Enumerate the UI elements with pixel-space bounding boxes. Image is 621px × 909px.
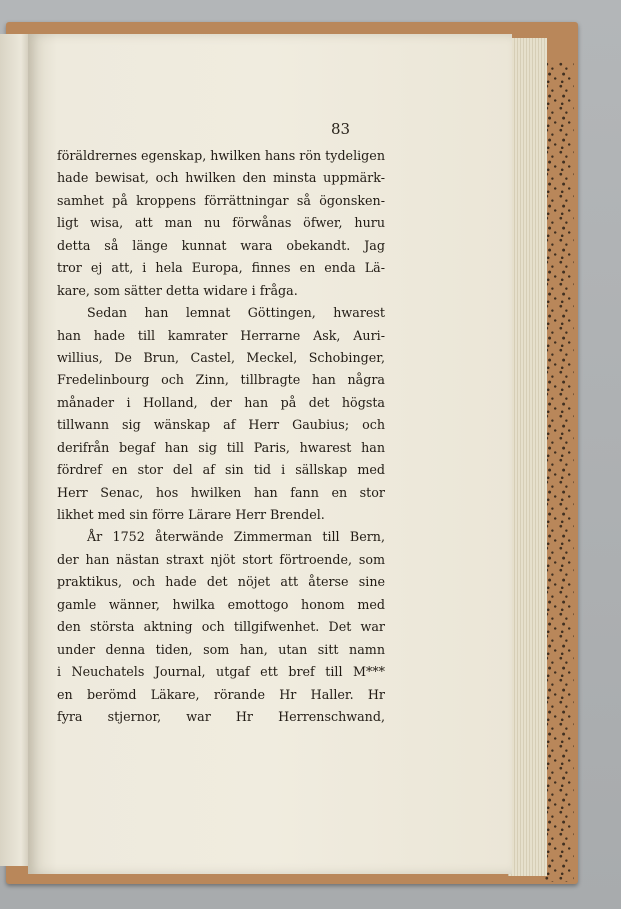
cover-speckle-texture — [544, 62, 574, 882]
text-line: fördref en stor del af sin tid i sällskap med — [57, 462, 385, 478]
text-line: samhet på kroppens förrättningar så ögonsken- — [57, 192, 385, 208]
text-line: fyra stjernor, war Hr Herrenschwand, — [57, 708, 385, 724]
text-line: han hade till kamrater Herrarne Ask, Auri- — [57, 327, 385, 343]
text-line: likhet med sin förre Lärare Herr Brendel. — [57, 507, 325, 522]
text-line: År 1752 återwände Zimmerman till Bern, — [87, 529, 385, 545]
text-line: kare, som sätter detta widare i fråga. — [57, 282, 298, 298]
text-line: en berömd Läkare, rörande Hr Haller. Hr — [57, 686, 385, 702]
left-page-edge — [0, 34, 30, 866]
text-line: hade bewisat, och hwilken den minsta uppmärk- — [57, 170, 385, 186]
text-line: Herr Senac, hos hwilken han fann en stor — [57, 484, 385, 500]
text-line: derifrån begaf han sig till Paris, hwarest han — [57, 439, 385, 455]
text-line: i Neuchatels Journal, utgaf ett bref till M*** — [57, 664, 385, 680]
text-line: Fredelinbourg och Zinn, tillbragte han några — [57, 372, 385, 388]
text-line: tillwann sig wänskap af Herr Gaubius; och — [57, 417, 385, 433]
text-line: der han nästan straxt njöt stort förtroende, som — [57, 551, 385, 567]
text-line: willius, De Brun, Castel, Meckel, Schobinger, — [57, 349, 385, 365]
text-line: detta så länge kunnat wara obekandt. Jag — [57, 237, 385, 253]
text-line: tror ej att, i hela Europa, finnes en enda Lä- — [57, 260, 385, 276]
page-text — [57, 145, 385, 728]
text-line: månader i Holland, der han på det högsta — [57, 394, 385, 410]
page-stack-edge — [508, 38, 547, 876]
text-line: ligt wisa, att man nu förwånas öfwer, huru — [57, 215, 385, 231]
page-number: 83 — [331, 120, 351, 138]
text-line: gamle wänner, hwilka emottogo honom med — [57, 596, 385, 612]
text-line: den största aktning och tillgifwenhet. Det war — [57, 619, 385, 635]
text-line: Sedan han lemnat Göttingen, hwarest — [87, 305, 385, 321]
text-line: under denna tiden, som han, utan sitt namn — [57, 641, 385, 657]
text-line: praktikus, och hade det nöjet att återse sine — [57, 574, 385, 590]
text-line: föräldrernes egenskap, hwilken hans rön tydeligen — [57, 148, 385, 163]
